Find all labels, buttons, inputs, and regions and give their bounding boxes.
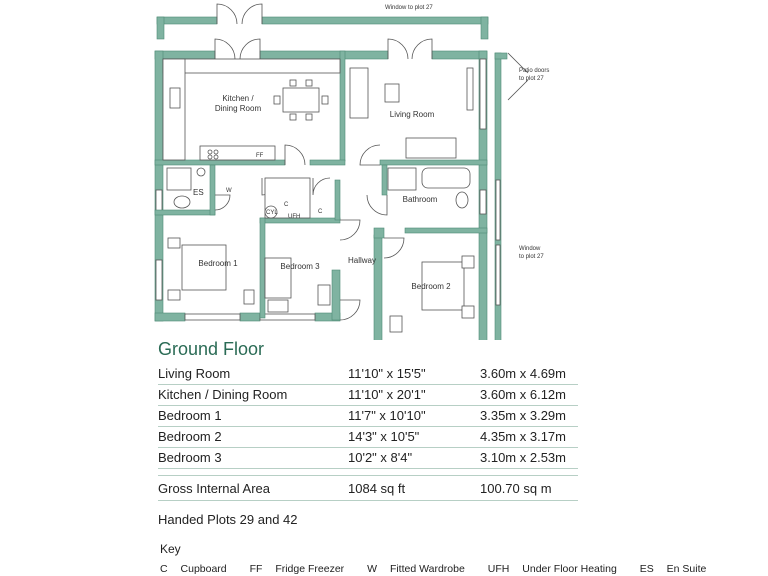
marker-c2: C [318,209,323,215]
gross-metric: 100.70 sq m [480,481,552,496]
annotation-window-right-2: to plot 27 [519,254,544,260]
boundary-wall-left [157,17,164,39]
boundary-wall-right [481,17,488,39]
key-code: C [160,563,168,575]
marker-cyl: CYL [266,210,278,216]
key-code: ES [639,563,654,575]
room-label-kitchen-1: Kitchen / [222,94,254,103]
dining-table [274,80,328,120]
annotation-window-top: Window to plot 27 [385,5,433,11]
key-code: FF [249,563,263,575]
room-label-living: Living Room [389,110,435,119]
floor-title: Ground Floor [158,339,265,359]
annotation-patio-2: to plot 27 [519,76,544,82]
ext-wall-hall-bottom [332,270,340,320]
handed-plots: Handed Plots 29 and 42 [158,512,298,527]
marker-c1: C [284,202,289,208]
ext-wall-bed2-left [374,235,382,340]
room-metric: 3.10m x 2.53m [480,450,566,465]
room-label-bathroom: Bathroom [402,195,438,204]
key-code: UFH [487,563,510,575]
room-imperial: 11'10" x 20'1" [348,387,426,402]
key-meaning: Fridge Freezer [275,563,345,575]
key-list [160,563,726,575]
key-item [488,563,627,575]
room-label-hallway: Hallway [347,256,377,265]
dimension-row [158,385,578,406]
int-wall-living-bottom [380,160,487,165]
key-item [160,563,237,575]
gross-label: Gross Internal Area [158,481,270,496]
marker-w: W [226,188,232,194]
key-meaning: Cupboard [180,563,227,575]
gross-imperial: 1084 sq ft [348,481,406,496]
marker-ff: FF [256,153,264,159]
ext-wall-bottom-2 [240,313,260,321]
room-label-bedroom3: Bedroom 3 [280,262,320,271]
marker-ufh: UFH [288,214,301,220]
int-wall-ensuite-bottom [155,210,215,215]
room-name: Bedroom 2 [158,429,222,444]
int-wall-bed1-bed3 [260,218,265,318]
room-label-bedroom1: Bedroom 1 [198,259,238,268]
gross-area-row [158,475,578,501]
int-wall-bed2-corner [374,228,384,238]
room-metric: 4.35m x 3.17m [480,429,566,444]
key-item [367,563,475,575]
room-name: Bedroom 3 [158,450,222,465]
dimension-row [158,364,578,385]
int-wall-kitchen-bottom-2 [310,160,345,165]
dimension-row [158,448,578,469]
room-imperial: 11'7" x 10'10" [348,408,426,423]
key-code: W [367,563,378,575]
int-wall-hall-left [335,180,340,220]
int-wall-ensuite-right [210,165,215,215]
dimension-row [158,427,578,448]
key-item [640,563,717,575]
ext-wall-bottom-1 [155,313,185,321]
int-wall-bed2-top [405,228,487,233]
room-label-bedroom2: Bedroom 2 [411,282,451,291]
key-meaning: Under Floor Heating [522,563,617,575]
annotation-patio-1: Patio doors [519,68,550,74]
marker-es: ES [193,188,204,197]
ext-wall-top-2 [260,51,388,59]
room-label-kitchen-2: Dining Room [214,104,262,113]
dimension-row [158,406,578,427]
boundary-wall-top-right [262,17,488,24]
dimensions-table [158,364,578,501]
room-metric: 3.35m x 3.29m [480,408,566,423]
key-meaning: En Suite [666,563,707,575]
key-meaning: Fitted Wardrobe [389,563,465,575]
key-item [250,563,355,575]
room-name: Bedroom 1 [158,408,222,423]
annotation-window-right-1: Window [519,246,541,252]
room-name: Living Room [158,366,231,381]
room-imperial: 14'3" x 10'5" [348,429,420,444]
ext-wall-top-1 [155,51,215,59]
int-wall-kitchen-bottom [155,160,285,165]
boundary-wall-top-left [157,17,217,24]
int-wall-bath-left [382,165,387,195]
room-name: Kitchen / Dining Room [158,387,288,402]
room-imperial: 11'10" x 15'5" [348,366,426,381]
boundary-wall-side-top [495,53,507,59]
room-metric: 3.60m x 4.69m [480,366,566,381]
key-title: Key [160,542,181,556]
room-imperial: 10'2" x 8'4" [348,450,413,465]
room-metric: 3.60m x 6.12m [480,387,566,402]
int-wall-kitchen-living [340,51,345,161]
